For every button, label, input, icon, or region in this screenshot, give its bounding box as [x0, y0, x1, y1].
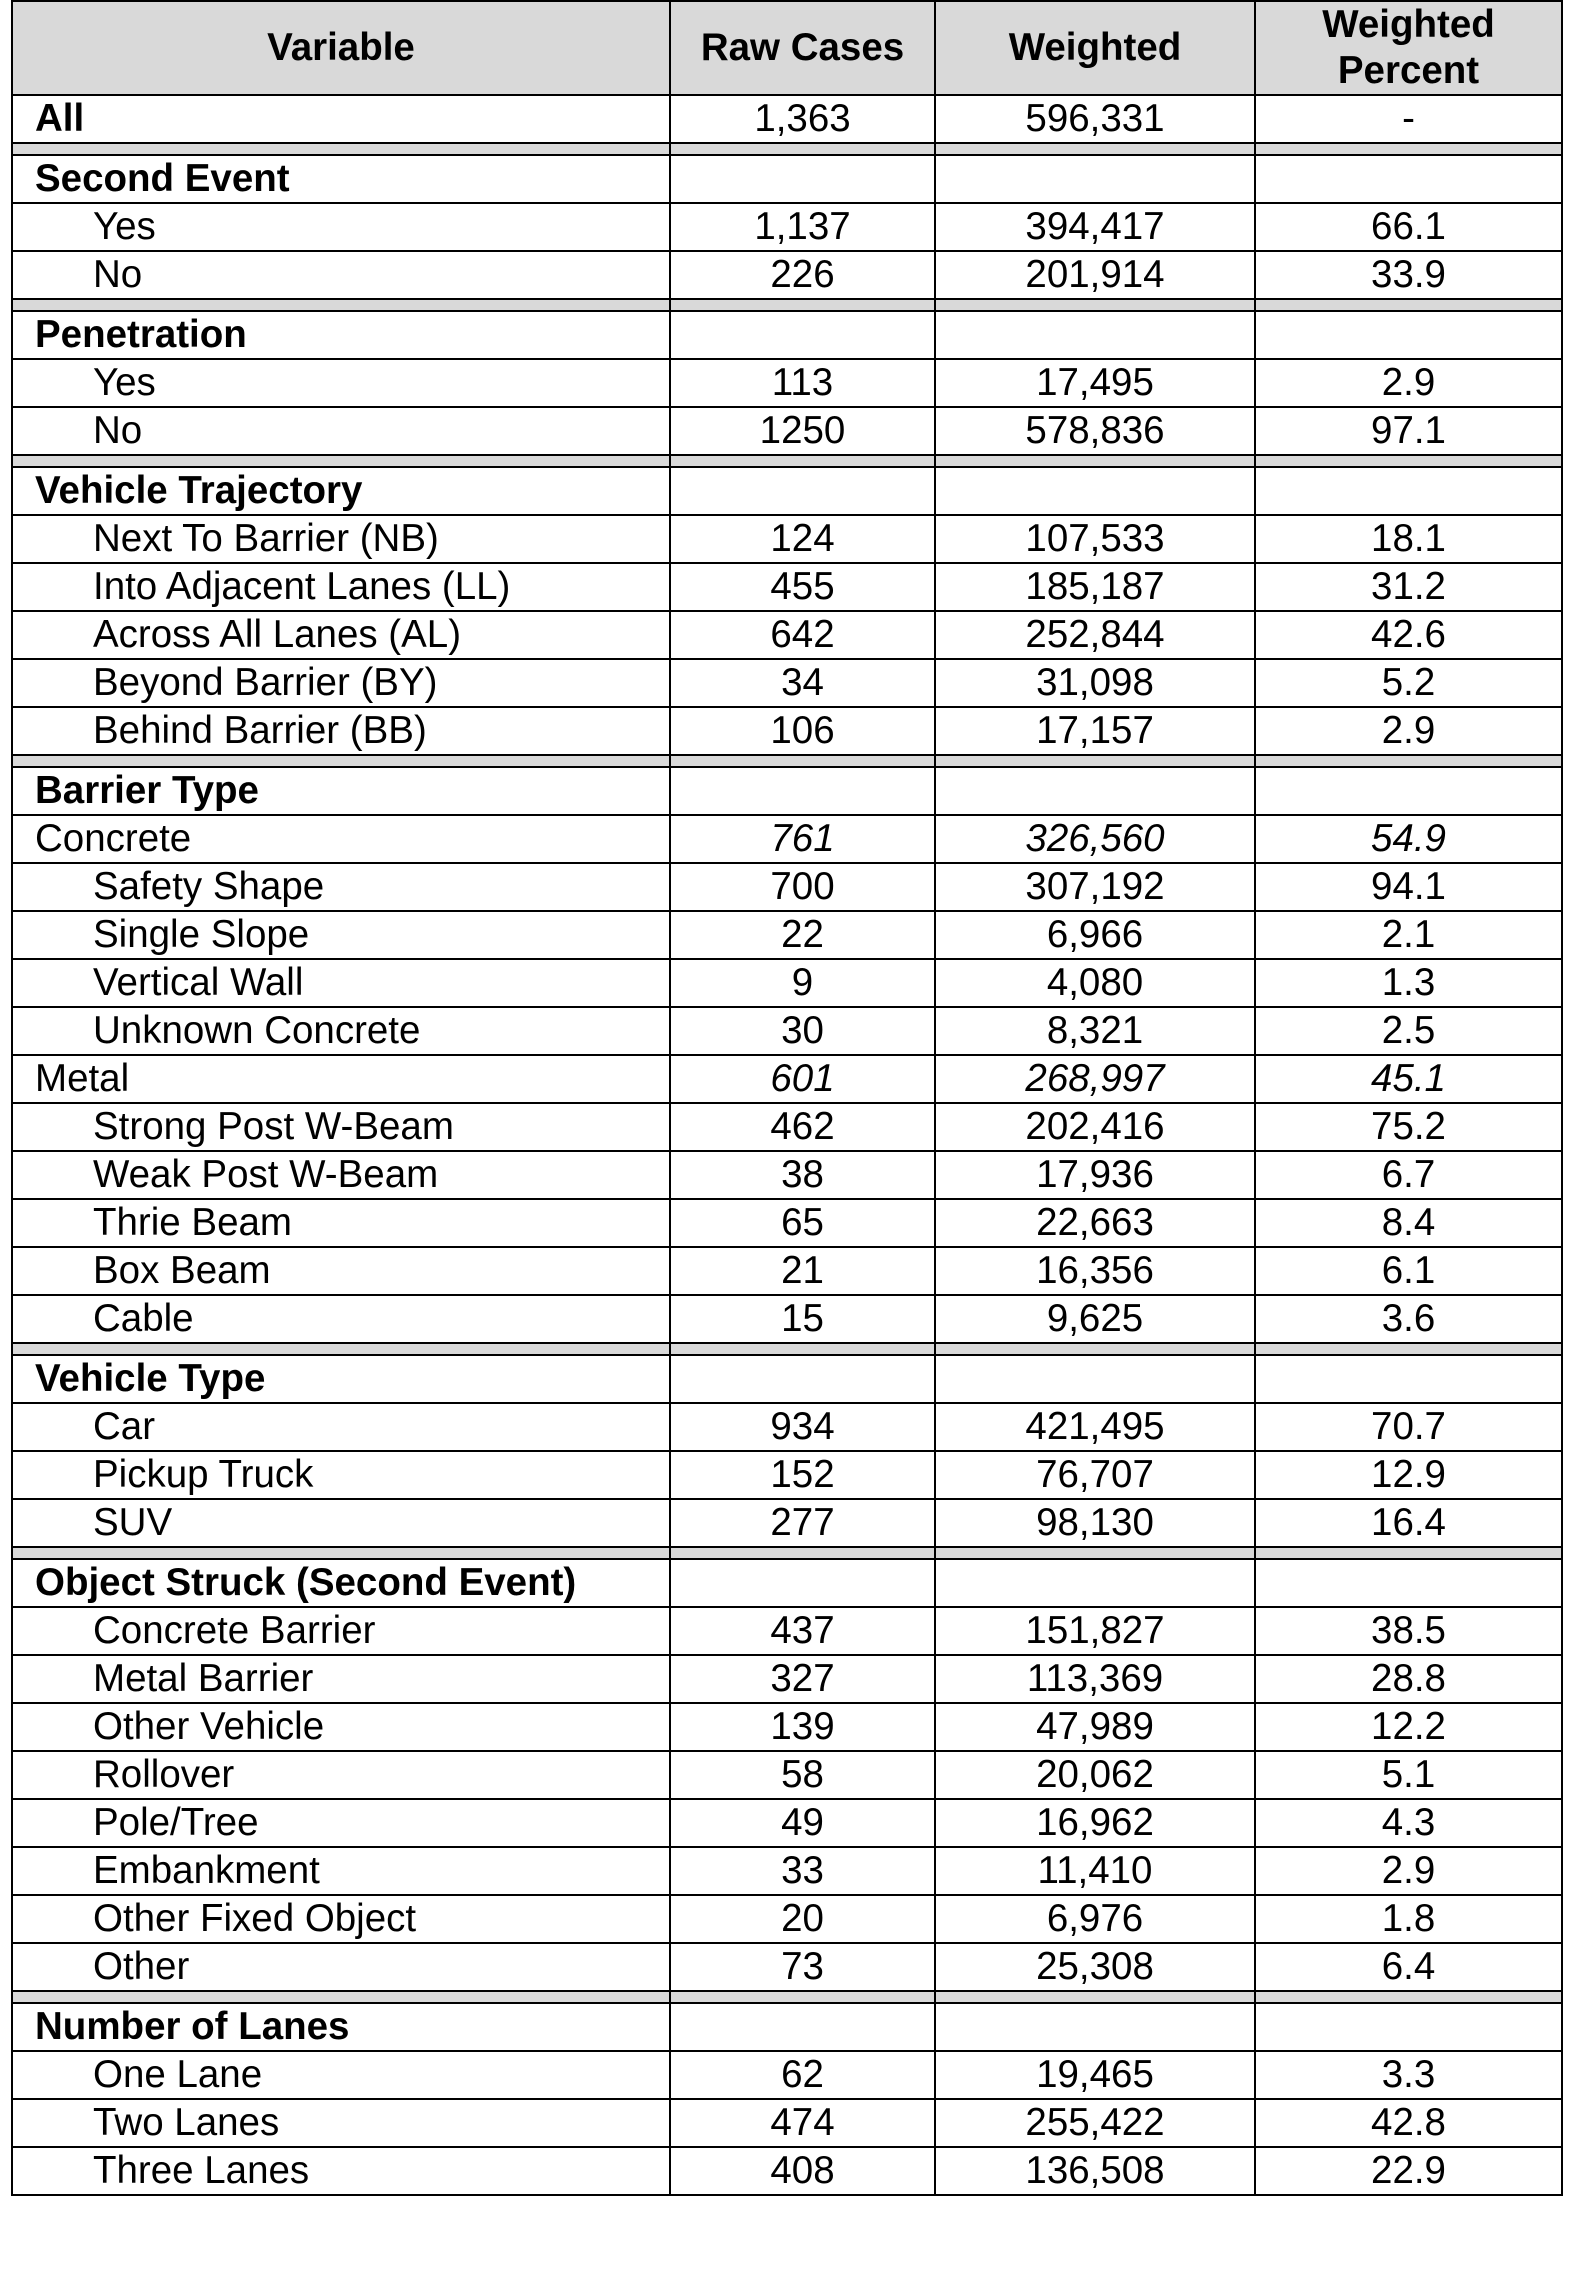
raw-cases-cell: 462 [670, 1103, 935, 1151]
row-label: Metal [12, 1055, 670, 1103]
weighted-percent-cell: 4.3 [1255, 1799, 1562, 1847]
table-row [12, 1799, 1562, 1847]
weighted-cell: 76,707 [935, 1451, 1255, 1499]
weighted-percent-cell: 33.9 [1255, 251, 1562, 299]
weighted-cell [935, 467, 1255, 515]
category-header-row [12, 467, 1562, 515]
row-label: One Lane [12, 2051, 670, 2099]
row-label: Into Adjacent Lanes (LL) [12, 563, 670, 611]
raw-cases-cell: 113 [670, 359, 935, 407]
weighted-percent-cell [1255, 1559, 1562, 1607]
weighted-percent-cell: 97.1 [1255, 407, 1562, 455]
weighted-percent-cell: 2.9 [1255, 359, 1562, 407]
raw-cases-cell [670, 2003, 935, 2051]
weighted-percent-cell: 2.5 [1255, 1007, 1562, 1055]
weighted-cell: 98,130 [935, 1499, 1255, 1547]
table-row [12, 2051, 1562, 2099]
weighted-percent-cell: 42.6 [1255, 611, 1562, 659]
weighted-cell: 22,663 [935, 1199, 1255, 1247]
weighted-cell: 394,417 [935, 203, 1255, 251]
weighted-percent-cell: 54.9 [1255, 815, 1562, 863]
weighted-percent-cell: 38.5 [1255, 1607, 1562, 1655]
weighted-cell: 16,356 [935, 1247, 1255, 1295]
raw-cases-cell: 474 [670, 2099, 935, 2147]
weighted-cell: 6,976 [935, 1895, 1255, 1943]
raw-cases-cell: 642 [670, 611, 935, 659]
row-label: Next To Barrier (NB) [12, 515, 670, 563]
weighted-cell: 136,508 [935, 2147, 1255, 2195]
weighted-percent-cell: 75.2 [1255, 1103, 1562, 1151]
weighted-percent-cell [1255, 767, 1562, 815]
section-divider [12, 1547, 1562, 1559]
weighted-percent-cell [1255, 311, 1562, 359]
table-row [12, 1607, 1562, 1655]
header-weighted-percent: Weighted Percent [1255, 1, 1562, 95]
row-label: Yes [12, 203, 670, 251]
table-row [12, 407, 1562, 455]
divider-cell [935, 455, 1255, 467]
raw-cases-cell: 20 [670, 1895, 935, 1943]
divider-cell [12, 299, 670, 311]
divider-cell [1255, 1343, 1562, 1355]
divider-cell [935, 755, 1255, 767]
weighted-percent-cell: 5.1 [1255, 1751, 1562, 1799]
divider-cell [670, 299, 935, 311]
raw-cases-cell: 22 [670, 911, 935, 959]
weighted-percent-cell: 70.7 [1255, 1403, 1562, 1451]
divider-cell [670, 455, 935, 467]
table-row [12, 1451, 1562, 1499]
table-row [12, 563, 1562, 611]
divider-cell [1255, 1991, 1562, 2003]
category-header-row [12, 767, 1562, 815]
row-label: Beyond Barrier (BY) [12, 659, 670, 707]
weighted-cell [935, 155, 1255, 203]
weighted-cell: 4,080 [935, 959, 1255, 1007]
weighted-cell: 9,625 [935, 1295, 1255, 1343]
divider-cell [935, 1343, 1255, 1355]
row-label: Second Event [12, 155, 670, 203]
raw-cases-cell [670, 311, 935, 359]
table-row [12, 1499, 1562, 1547]
row-label: Unknown Concrete [12, 1007, 670, 1055]
category-header-row [12, 155, 1562, 203]
divider-cell [1255, 1547, 1562, 1559]
weighted-cell: 31,098 [935, 659, 1255, 707]
divider-cell [670, 755, 935, 767]
weighted-cell: 255,422 [935, 2099, 1255, 2147]
raw-cases-cell: 15 [670, 1295, 935, 1343]
raw-cases-cell: 437 [670, 1607, 935, 1655]
table-row [12, 1703, 1562, 1751]
weighted-percent-cell: 3.6 [1255, 1295, 1562, 1343]
row-label: Strong Post W-Beam [12, 1103, 670, 1151]
table-row [12, 1199, 1562, 1247]
section-divider [12, 1991, 1562, 2003]
weighted-cell: 268,997 [935, 1055, 1255, 1103]
row-label: Pole/Tree [12, 1799, 670, 1847]
weighted-cell: 47,989 [935, 1703, 1255, 1751]
raw-cases-cell [670, 467, 935, 515]
raw-cases-cell: 33 [670, 1847, 935, 1895]
row-label: Other Fixed Object [12, 1895, 670, 1943]
weighted-percent-cell: 66.1 [1255, 203, 1562, 251]
weighted-percent-cell [1255, 1355, 1562, 1403]
weighted-percent-cell: 6.7 [1255, 1151, 1562, 1199]
raw-cases-cell: 9 [670, 959, 935, 1007]
raw-cases-cell: 38 [670, 1151, 935, 1199]
weighted-percent-cell: 6.1 [1255, 1247, 1562, 1295]
weighted-cell: 8,321 [935, 1007, 1255, 1055]
raw-cases-cell: 226 [670, 251, 935, 299]
section-divider [12, 455, 1562, 467]
row-label: Number of Lanes [12, 2003, 670, 2051]
header-row [12, 1, 1562, 95]
raw-cases-cell: 601 [670, 1055, 935, 1103]
row-label: Car [12, 1403, 670, 1451]
subcategory-row [12, 1055, 1562, 1103]
table-row [12, 1751, 1562, 1799]
section-divider [12, 299, 1562, 311]
row-label: Pickup Truck [12, 1451, 670, 1499]
raw-cases-cell: 455 [670, 563, 935, 611]
row-label: Concrete [12, 815, 670, 863]
row-label: Thrie Beam [12, 1199, 670, 1247]
weighted-cell: 185,187 [935, 563, 1255, 611]
table-row [12, 1295, 1562, 1343]
category-header-row [12, 2003, 1562, 2051]
row-label: Metal Barrier [12, 1655, 670, 1703]
weighted-cell: 421,495 [935, 1403, 1255, 1451]
row-label: Two Lanes [12, 2099, 670, 2147]
weighted-percent-cell: 3.3 [1255, 2051, 1562, 2099]
raw-cases-cell [670, 1355, 935, 1403]
table-row [12, 1943, 1562, 1991]
raw-cases-cell: 139 [670, 1703, 935, 1751]
raw-cases-cell: 73 [670, 1943, 935, 1991]
weighted-cell: 17,157 [935, 707, 1255, 755]
row-label: Rollover [12, 1751, 670, 1799]
category-header-row [12, 1355, 1562, 1403]
weighted-cell [935, 1355, 1255, 1403]
raw-cases-cell [670, 155, 935, 203]
raw-cases-cell: 49 [670, 1799, 935, 1847]
section-divider [12, 143, 1562, 155]
table-row [12, 203, 1562, 251]
raw-cases-cell: 152 [670, 1451, 935, 1499]
weighted-cell: 578,836 [935, 407, 1255, 455]
table-row [12, 611, 1562, 659]
row-label: Across All Lanes (AL) [12, 611, 670, 659]
weighted-percent-cell: 31.2 [1255, 563, 1562, 611]
weighted-cell [935, 767, 1255, 815]
raw-cases-cell: 106 [670, 707, 935, 755]
divider-cell [12, 1991, 670, 2003]
weighted-cell: 252,844 [935, 611, 1255, 659]
weighted-percent-cell [1255, 467, 1562, 515]
weighted-percent-cell: 16.4 [1255, 1499, 1562, 1547]
table-row [12, 1007, 1562, 1055]
raw-cases-cell: 21 [670, 1247, 935, 1295]
divider-cell [670, 1547, 935, 1559]
table-row [12, 707, 1562, 755]
divider-cell [12, 1343, 670, 1355]
divider-cell [670, 1343, 935, 1355]
row-label: Weak Post W-Beam [12, 1151, 670, 1199]
table-row [12, 863, 1562, 911]
divider-cell [1255, 143, 1562, 155]
section-divider [12, 755, 1562, 767]
table-body [12, 95, 1562, 2195]
weighted-percent-cell: 1.8 [1255, 1895, 1562, 1943]
raw-cases-cell: 700 [670, 863, 935, 911]
raw-cases-cell: 62 [670, 2051, 935, 2099]
weighted-percent-cell: 2.1 [1255, 911, 1562, 959]
divider-cell [935, 299, 1255, 311]
table-row [12, 1655, 1562, 1703]
weighted-percent-cell: 94.1 [1255, 863, 1562, 911]
row-label: Cable [12, 1295, 670, 1343]
weighted-cell [935, 311, 1255, 359]
weighted-cell: 25,308 [935, 1943, 1255, 1991]
row-label: Vertical Wall [12, 959, 670, 1007]
row-label: No [12, 251, 670, 299]
row-label: Three Lanes [12, 2147, 670, 2195]
table-row [12, 2099, 1562, 2147]
weighted-cell: 202,416 [935, 1103, 1255, 1151]
divider-cell [12, 755, 670, 767]
weighted-percent-cell: 1.3 [1255, 959, 1562, 1007]
row-label: Concrete Barrier [12, 1607, 670, 1655]
row-label: Penetration [12, 311, 670, 359]
weighted-percent-cell: 12.9 [1255, 1451, 1562, 1499]
raw-cases-cell: 277 [670, 1499, 935, 1547]
row-label: Embankment [12, 1847, 670, 1895]
category-header-row [12, 311, 1562, 359]
subcategory-row [12, 815, 1562, 863]
weighted-cell: 596,331 [935, 95, 1255, 143]
row-label: Safety Shape [12, 863, 670, 911]
row-label: Other [12, 1943, 670, 1991]
table-header [12, 1, 1562, 95]
weighted-cell: 16,962 [935, 1799, 1255, 1847]
table-row [12, 1247, 1562, 1295]
weighted-cell: 151,827 [935, 1607, 1255, 1655]
row-label: All [12, 95, 670, 143]
table-row [12, 515, 1562, 563]
raw-cases-cell: 58 [670, 1751, 935, 1799]
table-row [12, 1103, 1562, 1151]
category-header-row [12, 1559, 1562, 1607]
row-label: Object Struck (Second Event) [12, 1559, 670, 1607]
divider-cell [12, 143, 670, 155]
weighted-percent-cell [1255, 155, 1562, 203]
table-row [12, 1847, 1562, 1895]
weighted-cell: 107,533 [935, 515, 1255, 563]
raw-cases-cell: 30 [670, 1007, 935, 1055]
weighted-percent-cell: 45.1 [1255, 1055, 1562, 1103]
weighted-percent-cell: 2.9 [1255, 1847, 1562, 1895]
table-row-all [12, 95, 1562, 143]
header-variable: Variable [12, 1, 670, 95]
weighted-cell: 20,062 [935, 1751, 1255, 1799]
row-label: SUV [12, 1499, 670, 1547]
raw-cases-cell: 1,363 [670, 95, 935, 143]
divider-cell [12, 455, 670, 467]
raw-cases-cell: 34 [670, 659, 935, 707]
weighted-percent-cell: 18.1 [1255, 515, 1562, 563]
row-label: Behind Barrier (BB) [12, 707, 670, 755]
weighted-percent-cell: - [1255, 95, 1562, 143]
weighted-cell: 113,369 [935, 1655, 1255, 1703]
data-table [11, 0, 1563, 2196]
table-row [12, 1151, 1562, 1199]
divider-cell [1255, 299, 1562, 311]
weighted-percent-cell: 2.9 [1255, 707, 1562, 755]
divider-cell [670, 1991, 935, 2003]
weighted-cell: 19,465 [935, 2051, 1255, 2099]
raw-cases-cell: 408 [670, 2147, 935, 2195]
weighted-percent-cell: 8.4 [1255, 1199, 1562, 1247]
weighted-cell: 326,560 [935, 815, 1255, 863]
raw-cases-cell [670, 767, 935, 815]
row-label: No [12, 407, 670, 455]
weighted-cell: 17,936 [935, 1151, 1255, 1199]
divider-cell [935, 1547, 1255, 1559]
section-divider [12, 1343, 1562, 1355]
raw-cases-cell: 327 [670, 1655, 935, 1703]
weighted-cell: 201,914 [935, 251, 1255, 299]
table-row [12, 359, 1562, 407]
raw-cases-cell: 1,137 [670, 203, 935, 251]
table-row [12, 911, 1562, 959]
weighted-percent-cell [1255, 2003, 1562, 2051]
raw-cases-cell: 761 [670, 815, 935, 863]
weighted-percent-cell: 28.8 [1255, 1655, 1562, 1703]
raw-cases-cell: 65 [670, 1199, 935, 1247]
divider-cell [670, 143, 935, 155]
row-label: Other Vehicle [12, 1703, 670, 1751]
weighted-cell: 17,495 [935, 359, 1255, 407]
raw-cases-cell [670, 1559, 935, 1607]
divider-cell [935, 143, 1255, 155]
weighted-cell [935, 2003, 1255, 2051]
weighted-cell [935, 1559, 1255, 1607]
table-row [12, 959, 1562, 1007]
weighted-cell: 6,966 [935, 911, 1255, 959]
divider-cell [1255, 455, 1562, 467]
weighted-cell: 11,410 [935, 1847, 1255, 1895]
weighted-percent-cell: 42.8 [1255, 2099, 1562, 2147]
divider-cell [1255, 755, 1562, 767]
row-label: Barrier Type [12, 767, 670, 815]
weighted-percent-cell: 22.9 [1255, 2147, 1562, 2195]
row-label: Vehicle Trajectory [12, 467, 670, 515]
raw-cases-cell: 124 [670, 515, 935, 563]
weighted-cell: 307,192 [935, 863, 1255, 911]
raw-cases-cell: 1250 [670, 407, 935, 455]
divider-cell [935, 1991, 1255, 2003]
table-row [12, 1895, 1562, 1943]
header-weighted: Weighted [935, 1, 1255, 95]
table-row [12, 2147, 1562, 2195]
table-row [12, 1403, 1562, 1451]
raw-cases-cell: 934 [670, 1403, 935, 1451]
table-row [12, 251, 1562, 299]
row-label: Single Slope [12, 911, 670, 959]
divider-cell [12, 1547, 670, 1559]
row-label: Vehicle Type [12, 1355, 670, 1403]
table-row [12, 659, 1562, 707]
weighted-percent-cell: 12.2 [1255, 1703, 1562, 1751]
weighted-percent-cell: 6.4 [1255, 1943, 1562, 1991]
row-label: Box Beam [12, 1247, 670, 1295]
row-label: Yes [12, 359, 670, 407]
weighted-percent-cell: 5.2 [1255, 659, 1562, 707]
header-raw-cases: Raw Cases [670, 1, 935, 95]
